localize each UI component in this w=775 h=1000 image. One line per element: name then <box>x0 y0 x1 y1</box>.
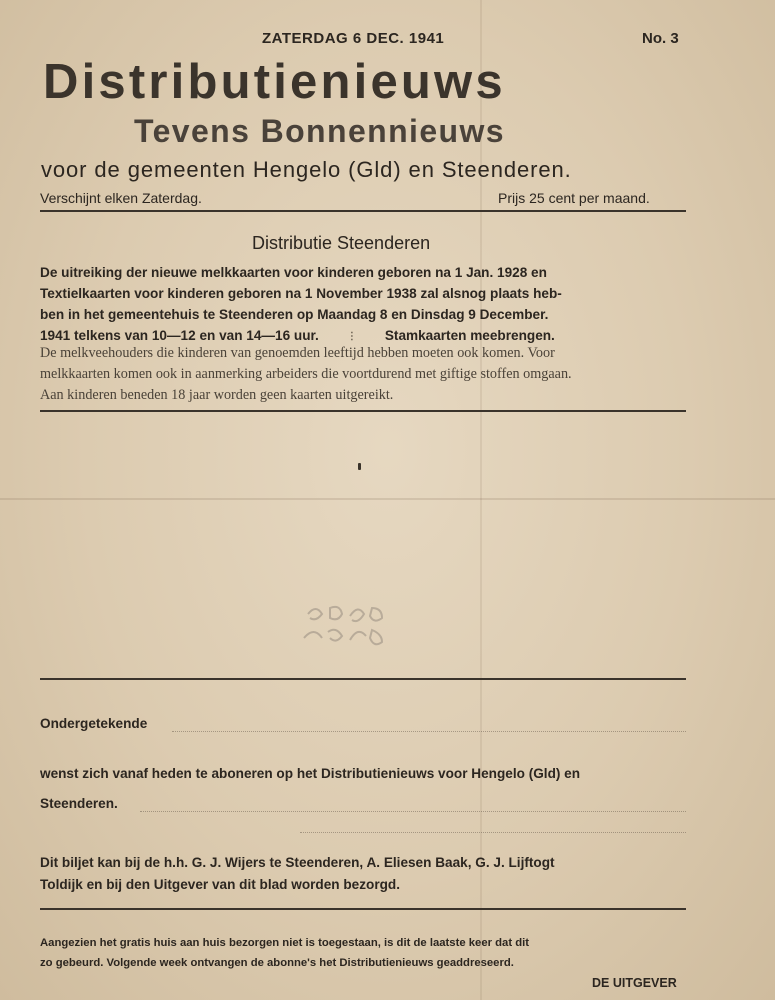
body-line: melkkaarten komen ook in aanmerking arbeiders die voortdurend met giftige stoffen omgaan. <box>40 366 572 382</box>
faded-handwriting-mark <box>300 596 400 652</box>
footer-notice: Aangezien het gratis huis aan huis bezorgen niet is toegestaan, is dit de laatste keer dat dit <box>40 937 530 949</box>
notice-line: Textielkaarten voor kinderen geboren na 1 November 1938 zal alsnog plaats heb- <box>40 286 562 301</box>
ink-speck <box>358 463 361 470</box>
notice-divider <box>40 410 686 412</box>
footer-divider <box>40 908 686 910</box>
footer-notice: zo gebeurd. Volgende week ontvangen de abonne's het Distributienieuws geaddreseerd. <box>40 957 514 969</box>
notice-body-paragraph <box>40 343 686 406</box>
signature-field[interactable] <box>172 731 686 732</box>
subscription-statement-end: Steenderen. <box>40 796 118 811</box>
notice-line: ben in het gemeentehuis te Steenderen op Maandag 8 en Dinsdag 9 December. <box>40 307 549 322</box>
address-field[interactable] <box>300 832 686 833</box>
signatory-label: Ondergetekende <box>40 716 148 731</box>
newspaper-title: Distributienieuws <box>43 55 506 109</box>
subscription-statement: wenst zich vanaf heden te aboneren op het Distributienieuws voor Hengelo (Gld) en <box>40 766 581 781</box>
notice-remark: Stamkaarten meebrengen. <box>384 328 555 343</box>
fold-crease <box>480 0 482 1000</box>
section-heading: Distributie Steenderen <box>252 233 431 253</box>
body-line: De melkveehouders die kinderen van genoemden leeftijd hebben moeten ook komen. Voor <box>40 345 555 361</box>
return-instructions: Toldijk en bij den Uitgever van dit blad worden bezorgd. <box>40 877 401 892</box>
separator-icon: ⋮ <box>346 330 357 342</box>
issue-date: ZATERDAG 6 DEC. 1941 <box>262 30 445 47</box>
masthead-divider <box>40 210 686 212</box>
fold-crease <box>0 498 775 500</box>
notice-bold-paragraph <box>40 262 686 347</box>
newspaper-tagline: voor de gemeenten Hengelo (Gld) en Steenderen. <box>41 157 572 182</box>
issue-number: No. 3 <box>642 30 679 47</box>
publication-frequency: Verschijnt elken Zaterdag. <box>40 190 202 206</box>
notice-line: 1941 telkens van 10—12 en van 14—16 uur. <box>40 328 319 343</box>
notice-line: De uitreiking der nieuwe melkkaarten voor kinderen geboren na 1 Jan. 1928 en <box>40 265 547 280</box>
form-top-divider <box>40 678 686 680</box>
subscription-price: Prijs 25 cent per maand. <box>498 190 650 206</box>
publisher-signature: DE UITGEVER <box>592 976 677 990</box>
address-field[interactable] <box>140 811 686 812</box>
return-instructions: Dit biljet kan bij de h.h. G. J. Wijers te Steenderen, A. Eliesen Baak, G. J. Lijftogt <box>40 855 555 870</box>
body-line: Aan kinderen beneden 18 jaar worden geen kaarten uitgereikt. <box>40 387 394 403</box>
newspaper-subtitle: Tevens Bonnennieuws <box>134 113 505 149</box>
